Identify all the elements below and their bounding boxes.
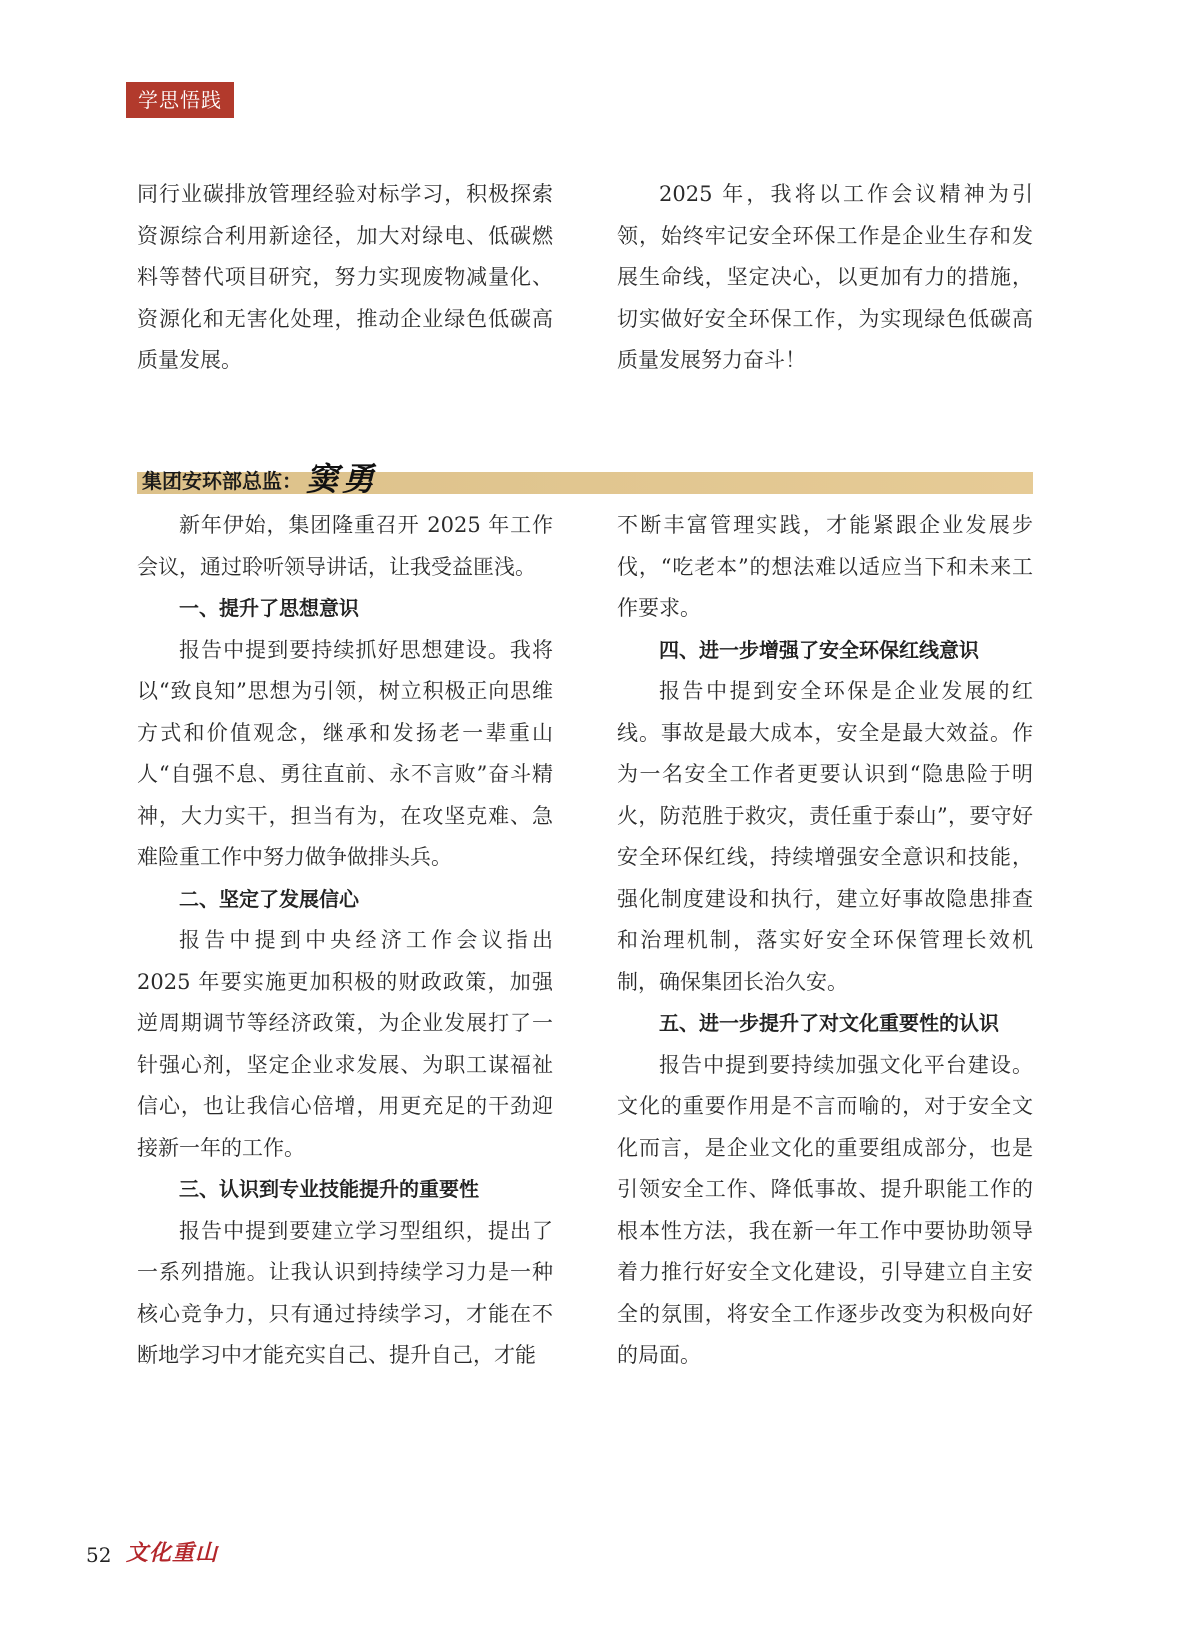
paragraph: 同行业碳排放管理经验对标学习，积极探索资源综合利用新途径，加大对绿电、低碳燃料等替代项目研究，努力实现废物减量化、资源化和无害化处理，推动企业绿色低碳高质量发展。 xyxy=(137,182,553,372)
author-role: 集团安环部总监： xyxy=(142,469,302,493)
paragraph: 报告中提到中央经济工作会议指出 2025 年要实施更加积极的财政政策，加强逆周期调节等经济政策，为企业发展打了一针强心剂，坚定企业求发展、为职工谋福祉信心，也让我信心倍增，用更充足的干劲迎接新一年的工作。 xyxy=(137,928,553,1160)
paragraph: 报告中提到要持续加强文化平台建设。文化的重要作用是不言而喻的，对于安全文化而言，是企业文化的重要组成部分，也是引领安全工作、降低事故、提升职能工作的根本性方法，我在新一年工作中要协助领导着力推行好安全文化建设，引导建立自主安全的氛围，将安全工作逐步改变为积极向好的局面。 xyxy=(617,1052,1033,1367)
magazine-logo: 文化重山 xyxy=(126,1540,219,1566)
paragraph: 报告中提到要建立学习型组织，提出了一系列措施。让我认识到持续学习力是一种核心竞争力，只有通过持续学习，才能在不断地学习中才能充实自己、提升自己，才能 xyxy=(137,1218,553,1367)
top-right-column xyxy=(617,174,1033,382)
section-title xyxy=(142,460,378,498)
column-tag: 学思悟践 xyxy=(126,82,234,118)
heading-5: 五、进一步提升了对文化重要性的认识 xyxy=(659,1011,999,1035)
paragraph: 报告中提到要持续抓好思想建设。我将以“致良知”思想为引领，树立积极正向思维方式和价值观念，继承和发扬老一辈重山人“自强不息、勇往直前、永不言败”奋斗精神，大力实干，担当有为，在攻坚克难、急难险重工作中努力做争做排头兵。 xyxy=(137,637,553,869)
paragraph: 不断丰富管理实践，才能紧跟企业发展步伐，“吃老本”的想法难以适应当下和未来工作要求。 xyxy=(617,513,1033,620)
paragraph: 报告中提到安全环保是企业发展的红线。事故是最大成本，安全是最大效益。作为一名安全工作者更要认识到“隐患险于明火，防范胜于救灾，责任重于泰山”，要守好安全环保红线，持续增强安全意识和技能，强化制度建设和执行，建立好事故隐患排查和治理机制，落实好安全环保管理长效机制，确保集团长治久安。 xyxy=(617,679,1033,994)
heading-4: 四、进一步增强了安全环保红线意识 xyxy=(659,637,979,662)
top-left-column xyxy=(137,174,553,382)
page-number: 52 xyxy=(86,1543,112,1567)
heading-2: 二、坚定了发展信心 xyxy=(179,886,359,911)
main-right-column xyxy=(617,505,1033,1377)
paragraph: 2025 年，我将以工作会议精神为引领，始终牢记安全环保工作是企业生存和发展生命线，坚定决心，以更加有力的措施，切实做好安全环保工作，为实现绿色低碳高质量发展努力奋斗！ xyxy=(617,182,1033,372)
main-left-column xyxy=(137,505,553,1377)
heading-3: 三、认识到专业技能提升的重要性 xyxy=(179,1177,479,1201)
author-signature: 窦勇 xyxy=(306,460,379,498)
intro-paragraph: 新年伊始，集团隆重召开 2025 年工作会议，通过聆听领导讲话，让我受益匪浅。 xyxy=(137,513,553,579)
heading-1: 一、提升了思想意识 xyxy=(179,596,359,620)
